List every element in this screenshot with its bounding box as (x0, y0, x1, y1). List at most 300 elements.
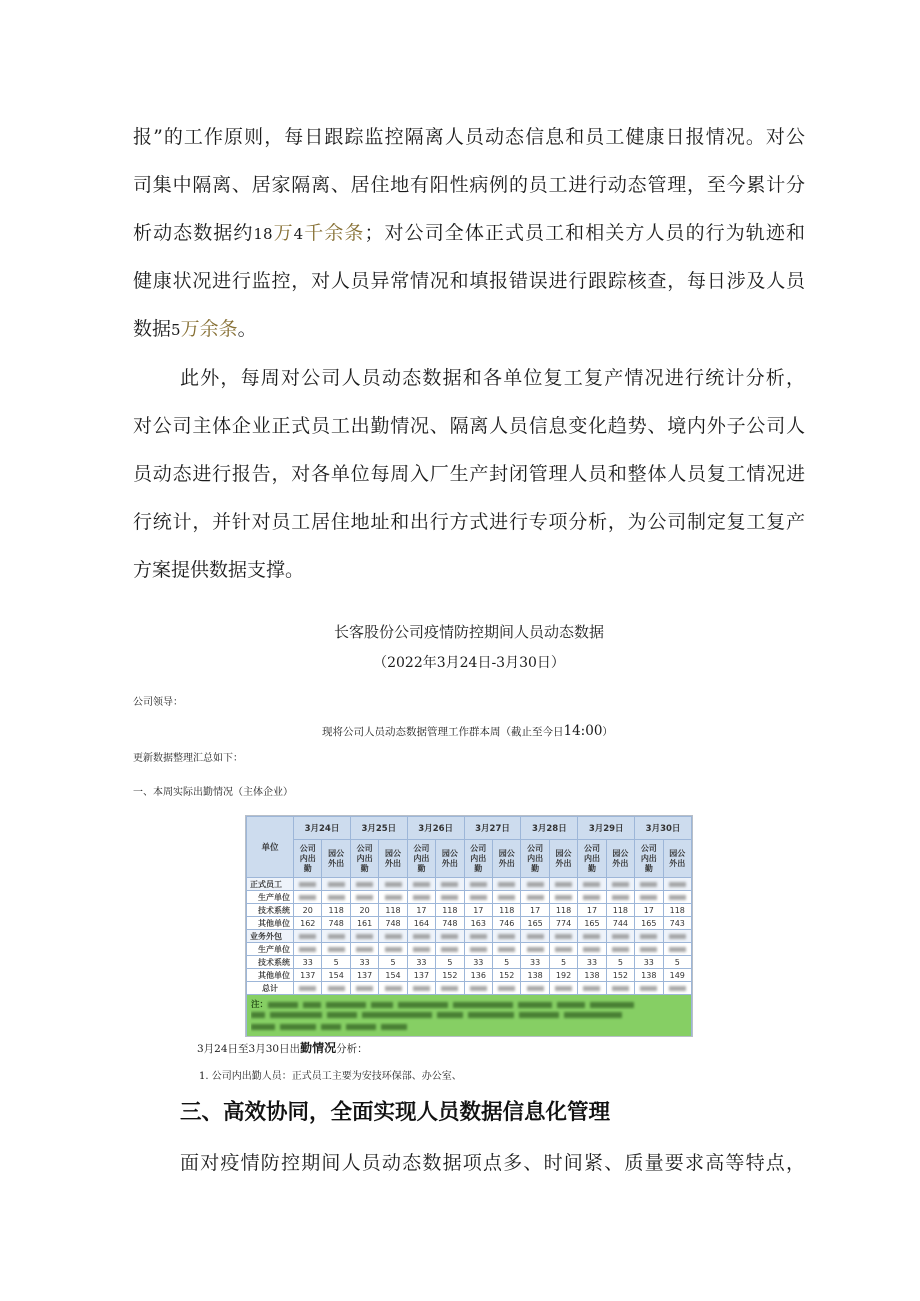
illegible-value (413, 882, 430, 887)
table-cell: 17 (521, 904, 549, 917)
col-header-date: 3月30日 (635, 817, 692, 840)
col-header-in-company: 公司内出勤 (350, 840, 378, 878)
illegible-value (470, 895, 487, 900)
table-cell: 137 (407, 969, 435, 982)
report-title: 长客股份公司疫情防控期间人员动态数据 (333, 623, 604, 641)
illegible-value (498, 882, 515, 887)
illegible-note-text (270, 1012, 322, 1018)
illegible-value (328, 986, 345, 991)
table-cell (493, 982, 521, 995)
number-run: 5 (171, 321, 181, 339)
table-cell: 118 (606, 904, 634, 917)
table-group-row (247, 930, 692, 943)
illegible-value (356, 895, 373, 900)
table-group-row (247, 878, 692, 891)
table-cell (578, 878, 606, 891)
illegible-note-text (327, 1012, 357, 1018)
col-header-in-company: 公司内出勤 (464, 840, 492, 878)
row-label: 生产单位 (247, 891, 294, 904)
table-cell (549, 943, 577, 956)
table-cell (407, 943, 435, 956)
table-cell: 17 (578, 904, 606, 917)
report-date-range: （2022年3月24日-3月30日） (373, 655, 565, 671)
table-cell: 138 (635, 969, 663, 982)
illegible-value (498, 895, 515, 900)
table-cell: 20 (294, 904, 322, 917)
table-cell: 744 (606, 917, 634, 930)
table-cell (578, 982, 606, 995)
table-cell: 154 (322, 969, 350, 982)
table-row (247, 917, 692, 930)
illegible-value (555, 882, 572, 887)
report-intro (322, 722, 613, 740)
illegible-value (385, 947, 402, 952)
row-label: 其他单位 (247, 917, 294, 930)
col-header-date: 3月29日 (578, 817, 635, 840)
table-cell (350, 930, 378, 943)
table-cell: 154 (379, 969, 407, 982)
illegible-value (470, 882, 487, 887)
table-cell (663, 891, 691, 904)
text-run: 3月24日至3月30日出 (197, 1043, 301, 1055)
illegible-value (527, 895, 544, 900)
text-run: 数据 (133, 318, 172, 340)
col-header-in-company: 公司内出勤 (407, 840, 435, 878)
section3-line-1: 面对疫情防控期间人员动态数据项点多、时间紧、质量要求高等特点， (180, 1152, 805, 1174)
table-cell: 118 (493, 904, 521, 917)
illegible-value (527, 986, 544, 991)
table-cell (436, 930, 464, 943)
illegible-value (640, 934, 657, 939)
illegible-value (328, 934, 345, 939)
illegible-value (669, 895, 686, 900)
table-cell: 152 (606, 969, 634, 982)
row-label: 其他单位 (247, 969, 294, 982)
row-label: 总计 (247, 982, 294, 995)
col-header-date: 3月24日 (294, 817, 351, 840)
table-row (247, 943, 692, 956)
table-cell: 5 (379, 956, 407, 969)
col-header-date: 3月28日 (521, 817, 578, 840)
illegible-value (470, 934, 487, 939)
table-cell: 118 (436, 904, 464, 917)
illegible-value (583, 895, 600, 900)
time-run: 14:00 (563, 723, 603, 739)
table-cell: 5 (606, 956, 634, 969)
para2-line-1: 此外，每周对公司人员动态数据和各单位复工复产情况进行统计分析， (180, 367, 805, 389)
illegible-note-text (346, 1024, 376, 1030)
illegible-value (669, 934, 686, 939)
table-row (247, 891, 692, 904)
text-run: 析动态数据约 (133, 222, 254, 244)
table-cell (578, 930, 606, 943)
table-cell (436, 891, 464, 904)
illegible-value (527, 882, 544, 887)
table-cell (493, 930, 521, 943)
table-cell (606, 982, 634, 995)
highlight-run: 万 (272, 222, 294, 244)
table-cell: 138 (578, 969, 606, 982)
table-cell (549, 878, 577, 891)
illegible-note-text (518, 1002, 552, 1008)
table-cell: 33 (521, 956, 549, 969)
table-cell (350, 878, 378, 891)
table-cell: 33 (407, 956, 435, 969)
report-salutation: 公司领导： (133, 697, 183, 708)
illegible-value (356, 882, 373, 887)
illegible-note-text (437, 1012, 463, 1018)
illegible-value (498, 934, 515, 939)
header-row-dates (247, 817, 692, 840)
table-cell: 17 (464, 904, 492, 917)
col-header-date: 3月25日 (350, 817, 407, 840)
text-run: ；对公司全体正式员工和相关方人员的行为轨迹和 (364, 222, 805, 244)
table-cell: 33 (464, 956, 492, 969)
text-run: ） (602, 726, 613, 738)
illegible-value (385, 986, 402, 991)
table-cell (407, 878, 435, 891)
illegible-value (640, 947, 657, 952)
illegible-note-text (398, 1002, 448, 1008)
table-cell (350, 982, 378, 995)
para1-line-1: 报”的工作原则，每日跟踪监控隔离人员动态信息和员工健康日报情况。对公 (133, 126, 805, 148)
para1-line-3 (133, 209, 805, 257)
illegible-value (555, 934, 572, 939)
table-cell (350, 943, 378, 956)
report-intro-cont: 更新数据整理汇总如下： (133, 753, 243, 764)
table-cell (521, 930, 549, 943)
table-cell (407, 891, 435, 904)
illegible-note-text (557, 1002, 585, 1008)
table-cell: 5 (436, 956, 464, 969)
illegible-value (527, 947, 544, 952)
illegible-value (612, 986, 629, 991)
table-cell (549, 891, 577, 904)
illegible-note-text (453, 1002, 513, 1008)
text-run: 现将公司人员动态数据管理工作群本周（截止至今日 (322, 726, 564, 738)
illegible-value (470, 947, 487, 952)
illegible-value (441, 947, 458, 952)
illegible-note-text (251, 1012, 265, 1018)
table-cell (407, 930, 435, 943)
col-header-in-company: 公司内出勤 (521, 840, 549, 878)
para2-line-4: 行统计，并针对员工居住地址和出行方式进行专项分析，为公司制定复工复产 (133, 511, 805, 533)
illegible-value (299, 986, 316, 991)
illegible-note-text (371, 1002, 393, 1008)
table-cell: 137 (294, 969, 322, 982)
illegible-value (356, 986, 373, 991)
illegible-value (299, 947, 316, 952)
illegible-value (356, 934, 373, 939)
table-cell (521, 982, 549, 995)
table-note (247, 995, 692, 1038)
row-label: 正式员工 (247, 878, 294, 891)
illegible-note-text (590, 1002, 634, 1008)
col-header-outside: 园公外出 (436, 840, 464, 878)
table-cell: 5 (322, 956, 350, 969)
table-cell (606, 943, 634, 956)
illegible-value (612, 882, 629, 887)
table-cell (322, 943, 350, 956)
table-cell (379, 943, 407, 956)
table-cell (322, 930, 350, 943)
illegible-value (669, 986, 686, 991)
table-cell (294, 982, 322, 995)
table-cell (322, 878, 350, 891)
illegible-value (441, 986, 458, 991)
illegible-value (640, 895, 657, 900)
illegible-value (413, 947, 430, 952)
table-cell: 5 (663, 956, 691, 969)
illegible-value (299, 882, 316, 887)
col-header-in-company: 公司内出勤 (635, 840, 663, 878)
table-cell: 33 (578, 956, 606, 969)
table-cell (464, 982, 492, 995)
table-cell (606, 878, 634, 891)
row-label: 业务外包 (247, 930, 294, 943)
para2-line-5: 方案提供数据支撑。 (133, 559, 305, 581)
illegible-value (555, 947, 572, 952)
table-cell (464, 943, 492, 956)
table-cell (464, 930, 492, 943)
table-cell: 165 (578, 917, 606, 930)
table-cell (407, 982, 435, 995)
table-cell: 748 (322, 917, 350, 930)
text-run: 。 (237, 318, 257, 340)
table-cell: 743 (663, 917, 691, 930)
table-cell: 118 (379, 904, 407, 917)
col-header-outside: 园公外出 (322, 840, 350, 878)
table-cell: 33 (350, 956, 378, 969)
illegible-value (498, 947, 515, 952)
table-cell: 17 (635, 904, 663, 917)
table-cell (322, 982, 350, 995)
table-cell (549, 982, 577, 995)
header-row-sub (247, 840, 692, 878)
illegible-note-text (268, 1002, 298, 1008)
col-header-date: 3月26日 (407, 817, 464, 840)
col-header-outside: 园公外出 (493, 840, 521, 878)
table-cell: 33 (294, 956, 322, 969)
illegible-value (555, 986, 572, 991)
para2-line-3: 员动态进行报告，对各单位每周入厂生产封闭管理人员和整体人员复工情况进 (133, 463, 805, 485)
number-run: 18 (253, 225, 273, 243)
table-cell (635, 982, 663, 995)
table-cell (635, 878, 663, 891)
table-cell: 746 (493, 917, 521, 930)
table-cell (635, 891, 663, 904)
illegible-value (640, 882, 657, 887)
table-cell (663, 930, 691, 943)
illegible-note-text (251, 1024, 275, 1030)
table-cell (521, 943, 549, 956)
table-cell: 161 (350, 917, 378, 930)
table-cell: 137 (350, 969, 378, 982)
highlight-run: 万余条 (180, 318, 238, 340)
table-cell (606, 891, 634, 904)
table-cell (606, 930, 634, 943)
section-heading: 三、高效协同，全面实现人员数据信息化管理 (180, 1100, 611, 1125)
col-header-outside: 园公外出 (663, 840, 691, 878)
table-cell (379, 982, 407, 995)
row-label: 技术系统 (247, 904, 294, 917)
col-header-outside: 园公外出 (549, 840, 577, 878)
illegible-value (385, 882, 402, 887)
illegible-value (669, 882, 686, 887)
table-row (247, 904, 692, 917)
table-cell (493, 943, 521, 956)
row-label: 技术系统 (247, 956, 294, 969)
table-cell (521, 878, 549, 891)
table-cell (294, 930, 322, 943)
illegible-value (583, 986, 600, 991)
analysis-item-1: 1. 公司内出勤人员：正式员工主要为安技环保部、办公室、 (199, 1071, 462, 1082)
table-row (247, 969, 692, 982)
para1-line-5 (133, 305, 805, 353)
illegible-value (612, 934, 629, 939)
illegible-note-text (564, 1012, 622, 1018)
illegible-value (498, 986, 515, 991)
table-cell (322, 891, 350, 904)
illegible-note-text (468, 1012, 514, 1018)
illegible-note-text (280, 1024, 316, 1030)
table-cell: 118 (322, 904, 350, 917)
table-cell: 118 (549, 904, 577, 917)
illegible-value (413, 986, 430, 991)
table-cell (379, 930, 407, 943)
table-cell: 192 (549, 969, 577, 982)
table-cell: 5 (549, 956, 577, 969)
illegible-value (583, 934, 600, 939)
illegible-value (583, 882, 600, 887)
row-label: 生产单位 (247, 943, 294, 956)
table-cell (549, 930, 577, 943)
table-cell: 162 (294, 917, 322, 930)
table-cell (379, 891, 407, 904)
note-line (251, 998, 687, 1010)
table-cell: 164 (407, 917, 435, 930)
attendance-table-image (245, 815, 693, 1037)
illegible-value (669, 947, 686, 952)
table-cell: 748 (436, 917, 464, 930)
table-cell (521, 891, 549, 904)
table-cell (379, 878, 407, 891)
illegible-value (385, 895, 402, 900)
note-line (251, 1022, 687, 1034)
illegible-note-text (321, 1024, 341, 1030)
illegible-value (527, 934, 544, 939)
illegible-value (299, 895, 316, 900)
table-cell: 163 (464, 917, 492, 930)
illegible-value (328, 895, 345, 900)
table-cell (294, 891, 322, 904)
table-cell (464, 891, 492, 904)
illegible-value (583, 947, 600, 952)
table-cell: 5 (493, 956, 521, 969)
para1-line-2: 司集中隔离、居家隔离、居住地有阳性病例的员工进行动态管理，至今累计分 (133, 174, 805, 196)
illegible-value (413, 895, 430, 900)
illegible-value (413, 934, 430, 939)
table-cell: 138 (521, 969, 549, 982)
col-header-in-company: 公司内出勤 (578, 840, 606, 878)
note-prefix: 注： (251, 1000, 269, 1010)
illegible-note-text (381, 1024, 407, 1030)
table-cell (294, 943, 322, 956)
text-run: 分析： (336, 1043, 368, 1055)
illegible-value (612, 895, 629, 900)
table-cell (436, 878, 464, 891)
illegible-value (441, 934, 458, 939)
table-cell: 149 (663, 969, 691, 982)
col-header-unit: 单位 (247, 817, 294, 878)
table-cell: 165 (635, 917, 663, 930)
report-section-1: 一、本周实际出勤情况（主体企业） (133, 787, 293, 798)
illegible-value (441, 895, 458, 900)
col-header-date: 3月27日 (464, 817, 521, 840)
illegible-note-text (303, 1002, 321, 1008)
illegible-value (612, 947, 629, 952)
table-cell (436, 982, 464, 995)
illegible-note-text (326, 1002, 366, 1008)
table-cell (493, 891, 521, 904)
table-cell: 748 (379, 917, 407, 930)
illegible-note-text (519, 1012, 559, 1018)
table-cell: 165 (521, 917, 549, 930)
note-line (251, 1010, 687, 1022)
analysis-title (197, 1040, 368, 1056)
illegible-note-text (362, 1012, 432, 1018)
illegible-value (385, 934, 402, 939)
illegible-value (640, 986, 657, 991)
table-cell: 20 (350, 904, 378, 917)
table-cell: 118 (663, 904, 691, 917)
table-cell (464, 878, 492, 891)
table-cell: 774 (549, 917, 577, 930)
table-cell: 152 (493, 969, 521, 982)
illegible-value (328, 882, 345, 887)
para2-line-2: 对公司主体企业正式员工出勤情况、隔离人员信息变化趋势、境内外子公司人 (133, 415, 805, 437)
table-row (247, 956, 692, 969)
table-cell (436, 943, 464, 956)
table-cell: 33 (635, 956, 663, 969)
illegible-value (470, 986, 487, 991)
table-cell (663, 878, 691, 891)
table-cell (493, 878, 521, 891)
attendance-table (246, 816, 692, 1037)
table-note-row (247, 995, 692, 1038)
table-cell (350, 891, 378, 904)
bold-run: 勤情况 (300, 1041, 337, 1055)
illegible-value (328, 947, 345, 952)
table-cell (663, 982, 691, 995)
illegible-value (441, 882, 458, 887)
col-header-outside: 园公外出 (379, 840, 407, 878)
table-total-row (247, 982, 692, 995)
table-cell (635, 930, 663, 943)
table-cell: 136 (464, 969, 492, 982)
col-header-in-company: 公司内出勤 (294, 840, 322, 878)
table-cell (635, 943, 663, 956)
para1-line-4: 健康状况进行监控，对人员异常情况和填报错误进行跟踪核查，每日涉及人员 (133, 270, 805, 292)
table-cell (294, 878, 322, 891)
table-cell: 17 (407, 904, 435, 917)
number-run: 4 (293, 225, 304, 243)
table-cell (663, 943, 691, 956)
table-cell: 152 (436, 969, 464, 982)
table-cell (578, 891, 606, 904)
illegible-value (299, 934, 316, 939)
highlight-run: 千余条 (303, 222, 365, 244)
